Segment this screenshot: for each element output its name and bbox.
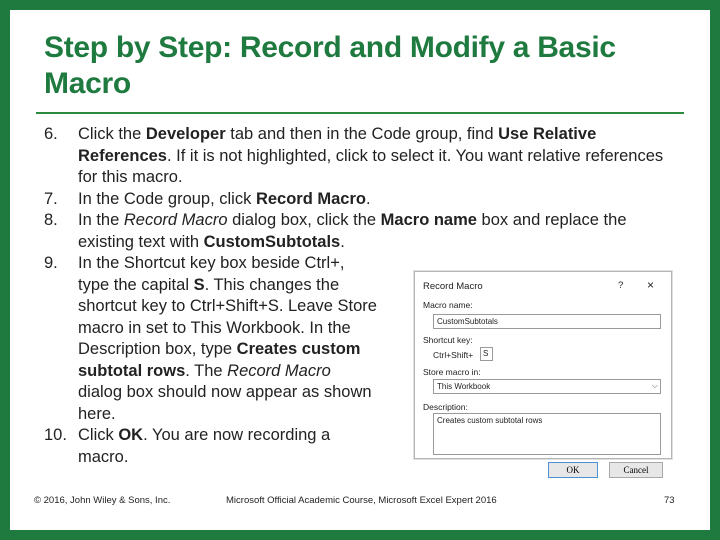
step-text <box>78 190 371 208</box>
footer-page-number: 73 <box>664 495 675 506</box>
step-text <box>78 254 377 423</box>
step-number: 10. <box>44 426 67 444</box>
store-macro-select[interactable] <box>433 379 661 394</box>
dialog-title: Record Macro <box>423 281 483 292</box>
shortcut-key-input[interactable]: S <box>480 347 493 361</box>
step-text-segment: tab and then in the Code group, find <box>225 125 499 143</box>
shortcut-key-label: Shortcut key: <box>423 335 473 345</box>
step-9 <box>44 253 378 425</box>
step-number: 8. <box>44 211 58 229</box>
title-divider <box>36 112 684 114</box>
step-8 <box>44 210 684 253</box>
cancel-button[interactable]: Cancel <box>609 462 663 478</box>
step-text <box>78 125 663 186</box>
shortcut-prefix: Ctrl+Shift+ <box>433 350 474 360</box>
close-icon[interactable]: × <box>647 278 655 292</box>
step-text-segment: Macro name <box>380 211 477 229</box>
ok-button[interactable]: OK <box>548 462 598 478</box>
step-text-segment: S <box>193 275 205 294</box>
step-text-segment: In the Shortcut key box beside Ctrl+, type the capital <box>78 254 345 294</box>
step-text-segment: . If it is not highlighted, click to select it. You want relative references for this macro. <box>78 146 664 186</box>
slide-title: Step by Step: Record and Modify a Basic Macro <box>44 31 616 100</box>
step-text-segment: . <box>365 189 371 208</box>
record-macro-dialog <box>414 271 672 459</box>
step-text-segment: Click the <box>78 125 146 143</box>
step-text <box>78 211 627 251</box>
step-text-segment: Click <box>78 426 119 444</box>
chevron-down-icon[interactable]: ⌵ <box>651 381 658 390</box>
step-text-segment: Creates custom subtotal rows <box>78 340 361 380</box>
step-number: 9. <box>44 254 58 272</box>
step-text-segment: dialog box should now appear as shown here. <box>78 383 372 423</box>
footer-course: Microsoft Official Academic Course, Microsoft Excel Expert 2016 <box>226 495 497 506</box>
step-text-segment: . You are now recording a macro. <box>78 426 331 466</box>
step-text-segment: Developer <box>145 125 226 143</box>
step-number: 6. <box>44 125 58 143</box>
macro-name-input[interactable]: CustomSubtotals <box>433 314 661 329</box>
step-text-segment: In the Code group, click <box>78 189 256 208</box>
help-icon[interactable]: ? <box>618 280 624 291</box>
step-text <box>78 426 330 466</box>
footer-copyright: © 2016, John Wiley & Sons, Inc. <box>34 495 171 506</box>
step-text-segment: In the <box>78 211 124 229</box>
step-text-segment: . This changes the shortcut key to Ctrl+Shift+S. Leave Store macro in set to This Workbook. In the Description box, type <box>78 275 377 358</box>
step-number: 7. <box>44 189 58 208</box>
step-text-segment: Use Relative References <box>78 125 597 165</box>
description-textarea[interactable]: Creates custom subtotal rows <box>433 413 661 455</box>
step-text-segment: CustomSubtotals <box>203 232 341 251</box>
store-macro-value: This Workbook <box>437 382 491 391</box>
step-text-segment: dialog box, click the <box>227 211 381 229</box>
step-text-segment: . <box>340 232 345 251</box>
step-text-segment: Record Macro <box>123 211 228 229</box>
step-7 <box>44 189 684 211</box>
macro-name-label: Macro name: <box>423 300 473 310</box>
step-text-segment: OK <box>118 426 144 444</box>
step-text-segment: Record Macro <box>227 361 331 380</box>
step-text-segment: box and replace the existing text with <box>78 211 627 251</box>
step-6 <box>44 124 684 189</box>
step-text-segment: Record Macro <box>255 189 366 208</box>
store-macro-label: Store macro in: <box>423 367 481 377</box>
step-text-segment: . The <box>185 361 228 380</box>
description-label: Description: <box>423 402 468 412</box>
step-10 <box>44 425 378 468</box>
